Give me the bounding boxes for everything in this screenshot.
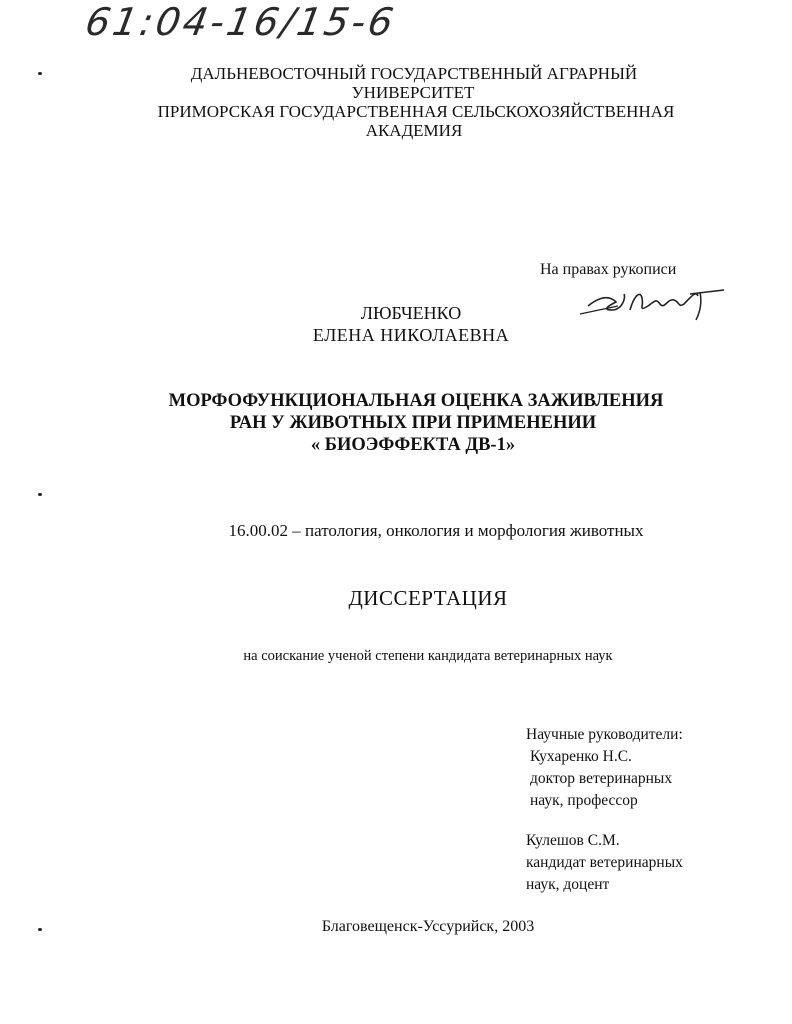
author-given-names: ЕЛЕНА НИКОЛАЕВНА (312, 325, 510, 345)
title-line: МОРФОФУНКЦИОНАЛЬНАЯ ОЦЕНКА ЗАЖИВЛЕНИЯ (168, 391, 664, 411)
author-block (0, 302, 792, 346)
supervisor-degree: доктор ветеринарных (530, 770, 673, 787)
author-surname: ЛЮБЧЕНКО (360, 303, 462, 323)
supervisor-entry (526, 724, 683, 812)
manuscript-rights-note: На правах рукописи (540, 261, 677, 278)
document-type: ДИССЕРТАЦИЯ (348, 586, 508, 610)
supervisor-name: Кулешов С.М. (526, 832, 620, 849)
scan-speck (38, 493, 42, 496)
title-line: РАН У ЖИВОТНЫХ ПРИ ПРИМЕНЕНИИ (229, 413, 597, 433)
institution-line: ПРИМОРСКАЯ ГОСУДАРСТВЕННАЯ СЕЛЬСКОХОЗЯЙСТВЕННАЯ (157, 102, 675, 121)
institution-line: ДАЛЬНЕВОСТОЧНЫЙ ГОСУДАРСТВЕННЫЙ АГРАРНЫЙ (190, 64, 638, 83)
institution-line: АКАДЕМИЯ (365, 121, 463, 140)
supervisor-entry (526, 830, 683, 896)
supervisors-heading: Научные руководители: (526, 726, 683, 743)
title-line: « БИОЭФФЕКТА ДВ-1» (310, 435, 516, 455)
supervisor-degree: наук, профессор (530, 792, 638, 809)
place-and-year: Благовещенск-Уссурийск, 2003 (321, 918, 535, 935)
institution-line: УНИВЕРСИТЕТ (351, 83, 475, 102)
degree-sought: на соискание ученой степени кандидата ветеринарных наук (243, 648, 613, 664)
dissertation-title (0, 390, 792, 456)
supervisors-block (526, 724, 683, 914)
supervisor-degree: кандидат ветеринарных (526, 854, 683, 871)
supervisor-name: Кухаренко Н.С. (530, 748, 632, 765)
supervisor-degree: наук, доцент (526, 876, 610, 893)
specialty-code: 16.00.02 – патология, онкология и морфология животных (228, 521, 644, 540)
institution-header (0, 64, 792, 140)
archive-code-handwritten: 61:04-16/15-6 (82, 0, 400, 44)
